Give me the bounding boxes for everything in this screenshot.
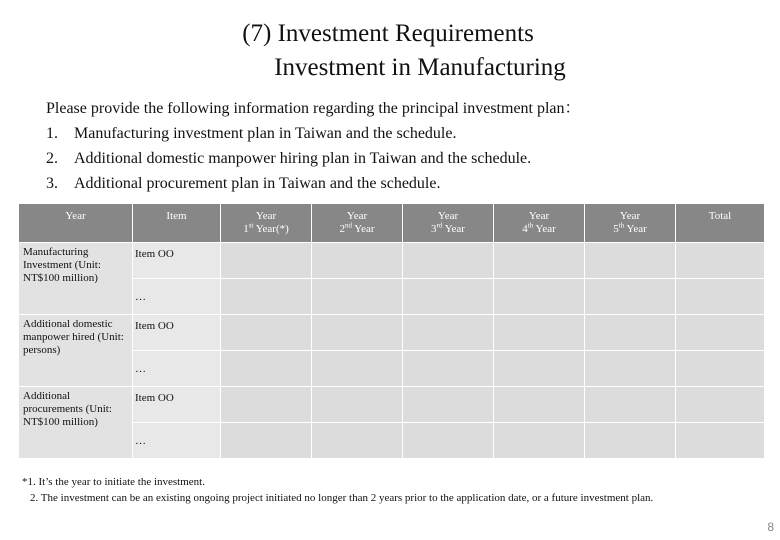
item-cell: Item OO: [133, 387, 221, 423]
header-year-4-label: Year: [528, 210, 550, 222]
data-cell: [676, 279, 765, 315]
data-cell: [676, 315, 765, 351]
data-cell: [403, 387, 494, 423]
header-year-5-num: 5: [613, 223, 619, 235]
header-year-3-suffix: rd: [436, 221, 443, 230]
data-cell: [312, 387, 403, 423]
data-cell: [494, 279, 585, 315]
header-year-3: [403, 204, 494, 243]
data-cell: [585, 423, 676, 459]
data-cell: [676, 423, 765, 459]
data-cell: [676, 351, 765, 387]
data-cell: [312, 351, 403, 387]
footnote-1: *1. It’s the year to initiate the investment.: [22, 476, 205, 488]
data-cell: [494, 315, 585, 351]
data-cell: [585, 351, 676, 387]
header-item: Item: [133, 204, 221, 243]
category-manufacturing-investment: Manufacturing Investment (Unit: NT$100 million): [19, 243, 133, 315]
item-cell: Item OO: [133, 315, 221, 351]
data-cell: [221, 279, 312, 315]
header-year-2-rest: Year: [351, 223, 375, 235]
header-year-1-num: 1: [243, 223, 249, 235]
data-cell: [312, 423, 403, 459]
data-cell: [221, 243, 312, 279]
header-year-5-suffix: th: [618, 221, 625, 230]
data-cell: [403, 243, 494, 279]
data-cell: [585, 243, 676, 279]
page-number: 8: [767, 520, 774, 534]
header-year-2-num: 2: [339, 223, 345, 235]
item-cell: …: [133, 279, 221, 315]
intro-item-text: Manufacturing investment plan in Taiwan and the schedule.: [74, 125, 457, 142]
intro-item-number: 2.: [46, 150, 58, 167]
header-total: Total: [676, 204, 765, 243]
data-cell: [403, 351, 494, 387]
slide-subtitle: Investment in Manufacturing: [274, 54, 566, 81]
header-year-5: [585, 204, 676, 243]
header-year-3-rest: Year: [442, 223, 465, 235]
category-procurements: Additional procurements (Unit: NT$100 million): [19, 387, 133, 459]
data-cell: [494, 387, 585, 423]
footnotes: [22, 474, 653, 506]
header-year: Year: [19, 204, 133, 243]
data-cell: [221, 387, 312, 423]
intro-item: [46, 146, 581, 171]
header-year-1-rest: Year(*): [253, 223, 289, 235]
item-cell: Item OO: [133, 243, 221, 279]
header-year-2-label: Year: [346, 210, 368, 222]
data-cell: [494, 243, 585, 279]
intro-item: [46, 121, 581, 146]
table-header-row: [19, 204, 765, 243]
data-cell: [494, 423, 585, 459]
data-cell: [585, 315, 676, 351]
header-year-4-rest: Year: [533, 223, 556, 235]
header-year-2: [312, 204, 403, 243]
intro-item-text: Additional domestic manpower hiring plan in Taiwan and the schedule.: [74, 150, 532, 167]
data-cell: [221, 351, 312, 387]
data-cell: [312, 315, 403, 351]
data-cell: [403, 315, 494, 351]
data-cell: [221, 315, 312, 351]
item-cell: …: [133, 351, 221, 387]
footnote-2: 2. The investment can be an existing ongoing project initiated no longer than 2 years prior to the application date, or a future investment plan.: [30, 492, 654, 504]
data-cell: [403, 423, 494, 459]
header-year-1-label: Year: [255, 210, 277, 222]
header-year-5-label: Year: [619, 210, 641, 222]
data-cell: [494, 351, 585, 387]
table-row: [19, 387, 765, 423]
intro-item-number: 3.: [46, 175, 58, 192]
header-year-1: [221, 204, 312, 243]
header-year-3-label: Year: [437, 210, 459, 222]
intro-item: [46, 171, 581, 196]
category-manpower-hired: Additional domestic manpower hired (Unit: persons): [19, 315, 133, 387]
intro-item-text: Additional procurement plan in Taiwan and the schedule.: [74, 175, 441, 192]
data-cell: [312, 243, 403, 279]
slide-title: (7) Investment Requirements: [242, 20, 534, 47]
header-year-4-num: 4: [522, 223, 528, 235]
data-cell: [221, 423, 312, 459]
intro-lead: Please provide the following information regarding the principal investment plan：: [46, 100, 581, 117]
header-year-4: [494, 204, 585, 243]
table-row: [19, 243, 765, 279]
data-cell: [585, 387, 676, 423]
header-year-2-suffix: nd: [344, 221, 352, 230]
investment-table: [18, 203, 765, 459]
data-cell: [585, 279, 676, 315]
data-cell: [676, 387, 765, 423]
header-year-5-rest: Year: [624, 223, 647, 235]
header-year-3-num: 3: [431, 223, 437, 235]
data-cell: [312, 279, 403, 315]
data-cell: [676, 243, 765, 279]
table-row: [19, 315, 765, 351]
data-cell: [403, 279, 494, 315]
intro-item-number: 1.: [46, 125, 58, 142]
header-year-4-suffix: th: [527, 221, 534, 230]
item-cell: …: [133, 423, 221, 459]
intro-text: [46, 96, 581, 196]
header-year-1-suffix: st: [248, 221, 254, 230]
